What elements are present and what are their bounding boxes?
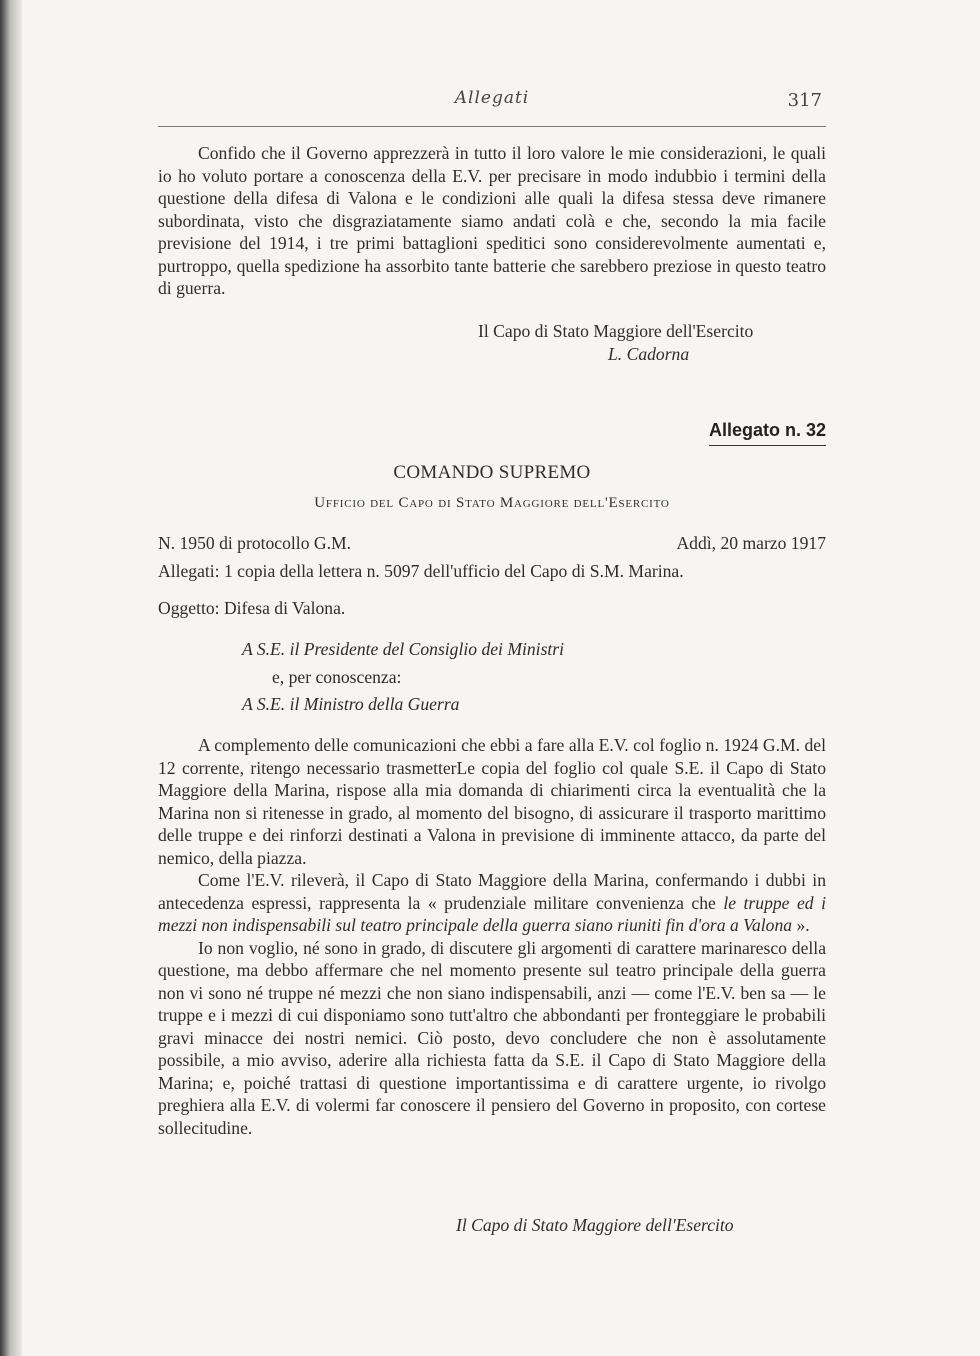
office-subheading: Ufficio del Capo di Stato Maggiore dell'Esercito (314, 495, 670, 511)
office-heading: COMANDO SUPREMO (393, 462, 591, 483)
running-head-title: Allegati (454, 88, 530, 108)
recipient-primary: A S.E. il Presidente del Consiglio dei Ministri (242, 639, 565, 659)
annex-label: Allegato n. 32 (709, 420, 826, 446)
running-head (158, 86, 826, 127)
page-number: 317 (787, 90, 822, 111)
recipient-secondary: A S.E. il Ministro della Guerra (242, 694, 460, 714)
signature-block-1 (478, 320, 838, 365)
letter-paragraph-3: Io non voglio, né sono in grado, di discutere gli argomenti di carattere marinaresco della questione, ma debbo affermare che nel momento presente sul teatro principale della guerra non vi sono né truppe né mezzi che non siano indispensabili, anzi — come l'E.V. ben sa — le truppe e i mezzi di cui disponiamo sono tutt'altro che abbondanti per fronteggiare le probabili gravi minacce dei nostri nemici. Ciò posto, devo concludere che non è assolutamente possibile, a mio avviso, aderire alla richiesta fatta da S.E. il Capo di Stato Maggiore della Marina; e, poiché trattasi di questione importantissima e di carattere urgente, io rivolgo preghiera alla E.V. di volermi far conoscere il pensiero del Governo in proposito, con cortese sollecitudine. (158, 937, 826, 1138)
signature-title: Il Capo di Stato Maggiore dell'Esercito (478, 321, 754, 341)
attachments-line: Allegati: 1 copia della lettera n. 5097 dell'ufficio del Capo di S.M. Marina. (158, 561, 684, 581)
letter-date: Addì, 20 marzo 1917 (676, 533, 826, 553)
protocol-number: N. 1950 di protocollo G.M. (158, 533, 352, 553)
recipients-block (242, 636, 564, 719)
book-spine-shadow (0, 0, 22, 1356)
paragraph-2-start: Come l'E.V. rileverà, il Capo di Stato Maggiore della Marina, confermando i dubbi in antecedenza espressi, rappresenta la « prudenziale militare convenienza che (158, 870, 826, 913)
signature-name: L. Cadorna (608, 343, 690, 364)
paragraph-2-quote: le truppe ed i mezzi non indispensabili sul teatro principale della guerra siano riuniti fin d'ora a Valona (158, 892, 826, 935)
letter-paragraph-1: A complemento delle comunicazioni che ebbi a fare alla E.V. col foglio n. 1924 G.M. del 12 corrente, ritengo necessario trasmetterLe copia del foglio col quale S.E. il Capo di Stato Maggiore della Marina, rispose alla mia domanda di chiarimenti circa la eventualità che la Marina non si ritenesse in grado, al momento del bisogno, di assicurare il trasporto marittimo delle truppe e dei rinforzi destinati a Valona in previsione di imminente attacco, da parte del nemico, della piazza. (158, 735, 826, 868)
recipient-note: e, per conoscenza: (272, 666, 402, 687)
paragraph-2-end: ». (792, 915, 810, 935)
letter-paragraph-2 (158, 869, 826, 937)
protocol-row (158, 532, 826, 555)
letter-body (158, 734, 826, 1139)
signature-block-2: Il Capo di Stato Maggiore dell'Esercito (456, 1215, 734, 1235)
subject-line: Oggetto: Difesa di Valona. (158, 598, 346, 618)
closing-paragraph: Confido che il Governo apprezzerà in tutto il loro valore le mie considerazioni, le quali io ho voluto portare a conoscenza della E.V. per precisare in modo indubbio i termini della questione della difesa di Valona e le condizioni alle quali la difesa stessa deve rimanere subordinata, visto che disgraziatamente siamo andati colà e che, secondo la mia facile previsione del 1914, i tre primi battaglioni speditici sono considerevolmente aumentati e, purtroppo, quella spedizione ha assorbito tante batterie che sarebbero preziose in questo teatro di guerra. (158, 143, 826, 298)
